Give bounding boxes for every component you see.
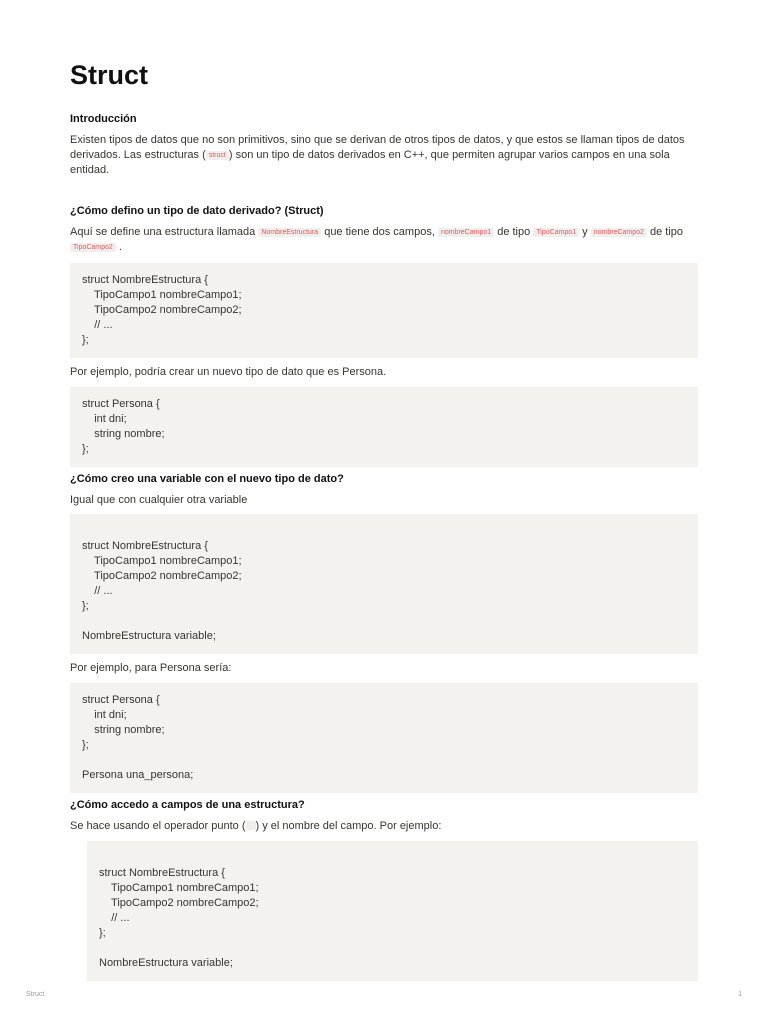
intro-text-2: ) son un tipo de datos derivados en C++, que permiten agrupar varios campos en una sola entidad. bbox=[70, 149, 670, 176]
intro-paragraph bbox=[70, 133, 698, 178]
code-line: struct NombreEstructura { bbox=[99, 867, 225, 879]
code-line bbox=[99, 851, 686, 866]
section1-text-2: que tiene dos campos, bbox=[321, 226, 438, 238]
section1-text-5: de tipo bbox=[646, 226, 684, 238]
code-line: TipoCampo1 nombreCampo1; bbox=[82, 555, 242, 567]
code-line bbox=[82, 614, 686, 629]
inline-code-tipo-campo2: TipoCampo2 bbox=[70, 243, 116, 252]
section2-example-text: Por ejemplo, para Persona sería: bbox=[70, 662, 232, 674]
code-line: int dni; bbox=[82, 709, 127, 721]
code-block-field-access[interactable] bbox=[87, 841, 698, 981]
code-line: NombreEstructura variable; bbox=[82, 630, 216, 642]
intro-text-1: Existen tipos de datos que no son primitivos, sino que se derivan de otros tipos de datos, y que estos se llaman tipos de datos derivados. Las estructuras ( bbox=[70, 134, 685, 161]
code-line: }; bbox=[99, 927, 106, 939]
code-line: TipoCampo1 nombreCampo1; bbox=[99, 882, 259, 894]
code-line: NombreEstructura variable; bbox=[99, 957, 233, 969]
code-line bbox=[82, 753, 686, 768]
section3-text-2: ) y el nombre del campo. Por ejemplo: bbox=[255, 820, 442, 832]
section2-text: Igual que con cualquier otra variable bbox=[70, 494, 248, 506]
intro-heading: Introducción bbox=[70, 113, 137, 125]
section3-text-1: Se hace usando el operador punto ( bbox=[70, 820, 246, 832]
section1-text-4: y bbox=[579, 226, 591, 238]
code-line: struct NombreEstructura { bbox=[82, 274, 208, 286]
code-block-persona-variable[interactable] bbox=[70, 683, 698, 793]
code-line: }; bbox=[82, 600, 89, 612]
inline-code-dot-operator bbox=[246, 821, 256, 830]
section1-text-3: de tipo bbox=[494, 226, 534, 238]
code-line: struct Persona { bbox=[82, 694, 160, 706]
section3-heading: ¿Cómo accedo a campos de una estructura? bbox=[70, 799, 305, 811]
inline-code-nombre-campo1: nombreCampo1 bbox=[438, 228, 494, 237]
code-line: int dni; bbox=[82, 413, 127, 425]
code-line: }; bbox=[82, 443, 89, 455]
code-line: string nombre; bbox=[82, 428, 165, 440]
inline-code-nombre-estructura: NombreEstructura bbox=[258, 228, 321, 237]
code-line: TipoCampo1 nombreCampo1; bbox=[82, 289, 242, 301]
section1-heading: ¿Cómo defino un tipo de dato derivado? (Struct) bbox=[70, 205, 324, 217]
code-line: struct NombreEstructura { bbox=[82, 540, 208, 552]
section1-paragraph bbox=[70, 225, 698, 255]
code-line: TipoCampo2 nombreCampo2; bbox=[82, 304, 242, 316]
section1-text-1: Aquí se define una estructura llamada bbox=[70, 226, 259, 238]
section1-example-text: Por ejemplo, podría crear un nuevo tipo de dato que es Persona. bbox=[70, 366, 387, 378]
code-block-persona[interactable] bbox=[70, 387, 698, 467]
inline-code-tipo-campo1: TipoCampo1 bbox=[533, 228, 579, 237]
inline-code-struct: struct bbox=[206, 151, 229, 160]
footer-title: Struct bbox=[26, 991, 45, 998]
code-line: TipoCampo2 nombreCampo2; bbox=[99, 897, 259, 909]
code-line: struct Persona { bbox=[82, 398, 160, 410]
section2-heading: ¿Cómo creo una variable con el nuevo tipo de dato? bbox=[70, 473, 344, 485]
code-line: Persona una_persona; bbox=[82, 769, 194, 781]
code-line bbox=[82, 524, 686, 539]
section1-text-6: . bbox=[115, 241, 122, 253]
code-line bbox=[99, 941, 686, 956]
code-line: // ... bbox=[82, 585, 113, 597]
code-block-struct-definition[interactable] bbox=[70, 263, 698, 358]
document-page bbox=[70, 58, 698, 981]
code-line: // ... bbox=[82, 319, 113, 331]
code-line: TipoCampo2 nombreCampo2; bbox=[82, 570, 242, 582]
section3-paragraph bbox=[70, 819, 698, 834]
footer-page-number: 1 bbox=[738, 991, 742, 998]
code-line: }; bbox=[82, 334, 89, 346]
inline-code-nombre-campo2: nombreCampo2 bbox=[591, 228, 647, 237]
page-title: Struct bbox=[70, 60, 149, 90]
code-block-variable[interactable] bbox=[70, 514, 698, 654]
code-line: // ... bbox=[99, 912, 130, 924]
code-line: }; bbox=[82, 739, 89, 751]
code-line: string nombre; bbox=[82, 724, 165, 736]
